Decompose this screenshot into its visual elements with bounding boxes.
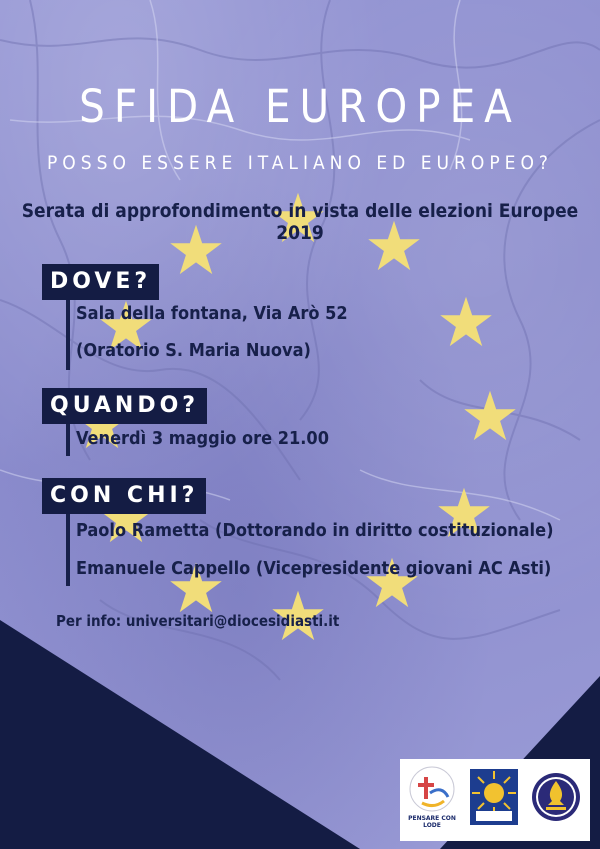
dove-line-2: (Oratorio S. Maria Nuova) — [76, 340, 311, 361]
quando-date: Venerdì 3 maggio — [76, 428, 237, 449]
dove-label: DOVE? — [42, 264, 159, 300]
page-title: SFIDA EUROPEA — [79, 80, 521, 133]
intro-text: Serata di approfondimento in vista delle elezioni Europee 2019 — [21, 200, 579, 244]
university-sunburst-logo — [468, 763, 520, 835]
agesci-logo — [528, 763, 584, 835]
quando-label: QUANDO? — [42, 388, 207, 424]
contact-info: Per info: universitari@diocesidiasti.it — [56, 612, 340, 630]
quando-bar — [66, 424, 70, 456]
dove-bar — [66, 300, 70, 370]
dove-line-1: Sala della fontana, Via Arò 52 — [76, 303, 348, 324]
con-chi-line-1: Paolo Rametta (Dottorando in diritto costituzionale) — [76, 520, 554, 541]
sponsor-logos — [400, 759, 590, 841]
con-chi-label: CON CHI? — [42, 478, 206, 514]
con-chi-line-2: Emanuele Cappello (Vicepresidente giovani AC Asti) — [76, 558, 552, 579]
pensare-con-lode-text: PENSARE CON LODE — [408, 815, 456, 829]
pensare-con-lode-logo — [404, 763, 460, 835]
subtitle: POSSO ESSERE ITALIANO ED EUROPEO? — [46, 152, 554, 174]
quando-time: ore 21.00 — [242, 428, 329, 449]
con-chi-bar — [66, 514, 70, 586]
